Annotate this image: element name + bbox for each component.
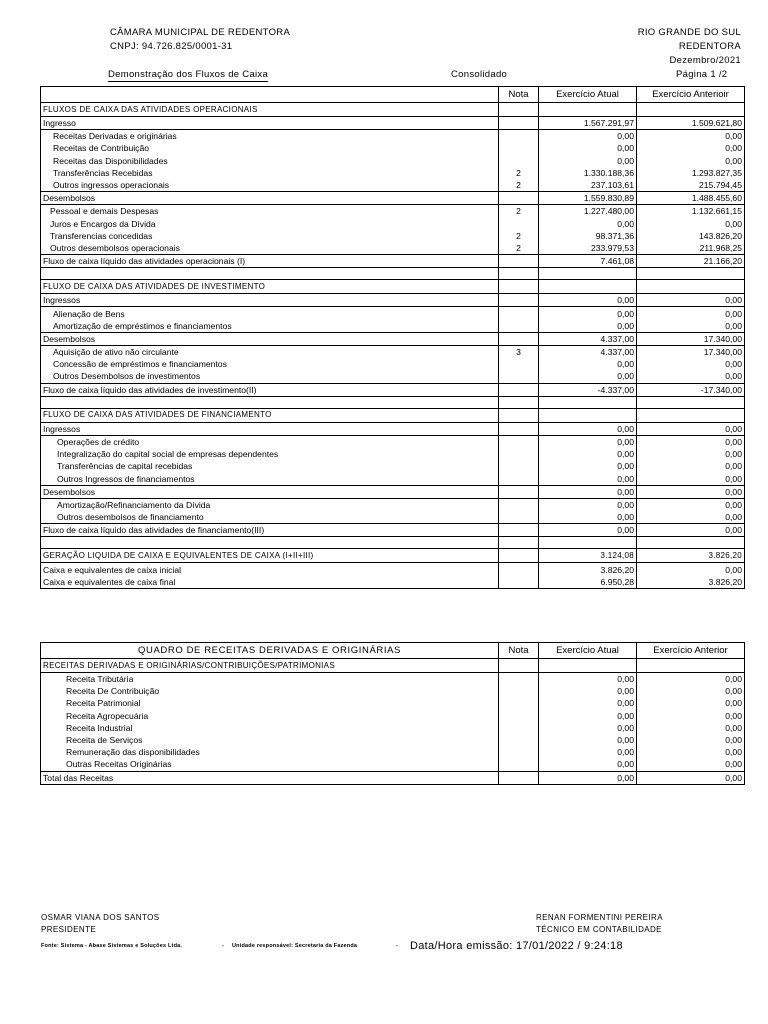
table-header (41, 643, 745, 659)
table-row (41, 230, 745, 242)
row-anterior: 0,00 (637, 746, 745, 758)
row-anterior: 0,00 (637, 710, 745, 722)
row-nota (499, 498, 539, 511)
row-label: Fluxo de caixa líquido das atividades operacionais (I) (41, 255, 499, 268)
row-label: Juros e Encargos da Dívida (41, 218, 499, 230)
row-anterior (637, 408, 745, 422)
row-label: Desembolsos (41, 485, 499, 498)
row-anterior: 17.340,00 (637, 346, 745, 359)
row-atual: 0,00 (539, 722, 637, 734)
row-atual (539, 268, 637, 280)
cnpj: CNPJ: 94.726.825/0001-31 (110, 41, 233, 52)
row-atual: 6.950,28 (539, 576, 637, 589)
row-nota (499, 332, 539, 345)
row-anterior (637, 659, 745, 673)
row-atual: 1.559.830,89 (539, 192, 637, 205)
row-nota (499, 746, 539, 758)
row-label: Receitas das Disponibilidades (41, 155, 499, 167)
row-label: Ingressos (41, 294, 499, 307)
header-atual: Exercício Atual (539, 643, 637, 659)
header-nota: Nota (499, 643, 539, 659)
spacer-row (41, 268, 745, 280)
row-atual: 1.567.291,97 (539, 117, 637, 130)
section-row (41, 280, 745, 294)
row-anterior: 0,00 (637, 485, 745, 498)
row-nota (499, 307, 539, 320)
row-anterior: 0,00 (637, 218, 745, 230)
row-anterior: 143.826,20 (637, 230, 745, 242)
row-nota (499, 549, 539, 563)
row-label (41, 537, 499, 549)
row-nota (499, 659, 539, 673)
table-row (41, 710, 745, 722)
row-label: RECEITAS DERIVADAS E ORIGINÁRIAS/CONTRIBUIÇÕES/PATRIMONIAS (41, 659, 499, 673)
row-anterior: 1.293.827,35 (637, 167, 745, 179)
row-atual: 1.330.188,36 (539, 167, 637, 179)
row-label: Integralização do capital social de empresas dependentes (41, 448, 499, 460)
row-label: Alienação de Bens (41, 307, 499, 320)
row-label: Outros Ingressos de financiamentos (41, 473, 499, 486)
row-anterior: 0,00 (637, 142, 745, 154)
spacer-row (41, 396, 745, 408)
revenue-table (40, 642, 745, 785)
row-anterior: 3.826,20 (637, 576, 745, 589)
row-atual: 0,00 (539, 218, 637, 230)
report-title: Demonstração dos Fluxos de Caixa (108, 69, 269, 80)
table-row (41, 155, 745, 167)
row-anterior: 0,00 (637, 448, 745, 460)
table-row (41, 346, 745, 359)
row-anterior: 0,00 (637, 294, 745, 307)
row-nota (499, 218, 539, 230)
row-anterior: 0,00 (637, 307, 745, 320)
row-nota (499, 130, 539, 143)
row-atual: 0,00 (539, 358, 637, 370)
row-atual: 0,00 (539, 320, 637, 333)
row-atual: 1.227.480,00 (539, 205, 637, 218)
row-anterior: 0,00 (637, 697, 745, 709)
table-row (41, 673, 745, 686)
row-atual: 0,00 (539, 498, 637, 511)
page-number: Página 1 /2 (676, 69, 728, 80)
row-atual: 3.826,20 (539, 563, 637, 576)
row-anterior: 0,00 (637, 498, 745, 511)
table-row (41, 117, 745, 130)
row-label: Receita Agropecuária (41, 710, 499, 722)
row-label: Ingresso (41, 117, 499, 130)
table-row (41, 576, 745, 589)
row-label: Receitas de Contribuição (41, 142, 499, 154)
row-nota (499, 396, 539, 408)
table-row (41, 294, 745, 307)
row-anterior: 0,00 (637, 435, 745, 448)
row-label: Transferências de capital recebidas (41, 460, 499, 472)
row-label: Outras Receitas Originárias (41, 758, 499, 771)
row-anterior: 0,00 (637, 563, 745, 576)
section-row (41, 408, 745, 422)
row-nota: 2 (499, 242, 539, 255)
section-row (41, 549, 745, 563)
row-label: GERAÇÃO LIQUIDA DE CAIXA E EQUIVALENTES DE CAIXA (I+II+III) (41, 549, 499, 563)
table-row (41, 511, 745, 524)
row-label: Receita Patrimonial (41, 697, 499, 709)
row-nota (499, 103, 539, 117)
row-atual: 0,00 (539, 685, 637, 697)
row-atual: 98.371,36 (539, 230, 637, 242)
row-label: FLUXO DE CAIXA DAS ATIVIDADES DE INVESTIMENTO (41, 280, 499, 294)
row-anterior: 0,00 (637, 460, 745, 472)
row-anterior: 1.132.661,15 (637, 205, 745, 218)
table-row (41, 722, 745, 734)
table-row (41, 205, 745, 218)
table-row (41, 370, 745, 383)
row-atual: 0,00 (539, 758, 637, 771)
row-label: Fluxo de caixa líquido das atividades de investimento(II) (41, 383, 499, 396)
row-nota (499, 422, 539, 435)
row-nota (499, 697, 539, 709)
row-label: Receitas Derivadas e originárias (41, 130, 499, 143)
row-atual: 0,00 (539, 155, 637, 167)
table-header (41, 87, 745, 103)
row-nota (499, 537, 539, 549)
cash-flow-table (40, 86, 745, 589)
row-atual (539, 537, 637, 549)
row-atual: 0,00 (539, 142, 637, 154)
header-title: QUADRO DE RECEITAS DERIVADAS E ORIGINÁRIAS (41, 643, 499, 659)
spacer-row (41, 537, 745, 549)
row-anterior: 0,00 (637, 422, 745, 435)
table-row (41, 758, 745, 771)
total-row (41, 383, 745, 396)
row-nota (499, 758, 539, 771)
table-row (41, 697, 745, 709)
table-row (41, 746, 745, 758)
row-nota: 2 (499, 230, 539, 242)
city: REDENTORA (678, 41, 741, 52)
row-anterior: -17.340,00 (637, 383, 745, 396)
row-nota (499, 771, 539, 784)
state: RIO GRANDE DO SUL (637, 27, 741, 38)
row-label: Ingressos (41, 422, 499, 435)
row-nota (499, 685, 539, 697)
row-atual (539, 280, 637, 294)
row-label: Outros Desembolsos de investimentos (41, 370, 499, 383)
row-atual: 0,00 (539, 511, 637, 524)
table-row (41, 130, 745, 143)
row-nota (499, 383, 539, 396)
row-anterior: 0,00 (637, 320, 745, 333)
row-label: Aquisição de ativo não circulante (41, 346, 499, 359)
header-nota: Nota (499, 87, 539, 103)
row-anterior (637, 103, 745, 117)
row-anterior: 0,00 (637, 722, 745, 734)
row-label: Operações de crédito (41, 435, 499, 448)
row-nota (499, 142, 539, 154)
row-label: Outros ingressos operacionais (41, 179, 499, 192)
row-anterior: 0,00 (637, 155, 745, 167)
row-anterior: 0,00 (637, 673, 745, 686)
table-row (41, 448, 745, 460)
row-label (41, 396, 499, 408)
table-row (41, 320, 745, 333)
row-nota (499, 524, 539, 537)
row-atual: 0,00 (539, 524, 637, 537)
row-label: Desembolsos (41, 332, 499, 345)
period: Dezembro/2021 (669, 55, 741, 66)
row-atual (539, 103, 637, 117)
row-atual (539, 396, 637, 408)
row-atual: -4.337,00 (539, 383, 637, 396)
signature-2-role: TÉCNICO EM CONTABILIDADE (536, 925, 662, 934)
row-anterior: 21.166,20 (637, 255, 745, 268)
row-atual: 237.103,61 (539, 179, 637, 192)
row-nota (499, 294, 539, 307)
row-anterior: 211.968,25 (637, 242, 745, 255)
row-label: Transferências Recebidas (41, 167, 499, 179)
table-row (41, 192, 745, 205)
source-note: Fonte: Sistema - Abase Sistemas e Soluções Ltda. (41, 943, 183, 949)
row-anterior: 0,00 (637, 685, 745, 697)
row-anterior: 17.340,00 (637, 332, 745, 345)
table-row (41, 358, 745, 370)
row-nota (499, 710, 539, 722)
row-label: Outros desembolsos operacionais (41, 242, 499, 255)
row-nota (499, 460, 539, 472)
row-nota (499, 255, 539, 268)
row-anterior: 0,00 (637, 370, 745, 383)
table-row (41, 460, 745, 472)
row-nota (499, 448, 539, 460)
row-atual: 0,00 (539, 422, 637, 435)
row-atual: 0,00 (539, 473, 637, 486)
header-atual: Exercício Atual (539, 87, 637, 103)
row-atual: 0,00 (539, 130, 637, 143)
row-atual: 7.461,08 (539, 255, 637, 268)
row-atual: 0,00 (539, 435, 637, 448)
row-nota: 2 (499, 167, 539, 179)
signature-1-role: PRESIDENTE (41, 925, 97, 934)
table-row (41, 498, 745, 511)
table-row (41, 179, 745, 192)
row-nota (499, 358, 539, 370)
row-anterior: 1.488.455,60 (637, 192, 745, 205)
row-atual: 0,00 (539, 746, 637, 758)
row-nota (499, 576, 539, 589)
row-atual: 4.337,00 (539, 332, 637, 345)
row-anterior (637, 537, 745, 549)
row-nota (499, 280, 539, 294)
row-atual: 0,00 (539, 734, 637, 746)
row-label: Receita Tributária (41, 673, 499, 686)
total-row (41, 255, 745, 268)
row-label: Amortização/Refinanciamento da Dívida (41, 498, 499, 511)
row-label: FLUXO DE CAIXA DAS ATIVIDADES DE FINANCIAMENTO (41, 408, 499, 422)
row-anterior (637, 268, 745, 280)
row-anterior: 215.794,45 (637, 179, 745, 192)
row-nota: 3 (499, 346, 539, 359)
row-label: Concessão de empréstimos e financiamentos (41, 358, 499, 370)
row-anterior: 0,00 (637, 734, 745, 746)
row-nota (499, 563, 539, 576)
row-nota (499, 408, 539, 422)
scope: Consolidado (451, 69, 508, 80)
table-row (41, 167, 745, 179)
table-row (41, 435, 745, 448)
row-anterior (637, 280, 745, 294)
row-atual: 0,00 (539, 710, 637, 722)
row-anterior: 0,00 (637, 130, 745, 143)
header-anterior: Exercício Anterioir (637, 87, 745, 103)
row-nota (499, 511, 539, 524)
row-label: Receita de Serviços (41, 734, 499, 746)
table-row (41, 242, 745, 255)
row-nota (499, 320, 539, 333)
total-row (41, 771, 745, 784)
header-anterior: Exercício Anterior (637, 643, 745, 659)
table-row (41, 485, 745, 498)
row-label: Receita Industrial (41, 722, 499, 734)
row-anterior: 0,00 (637, 771, 745, 784)
row-anterior: 0,00 (637, 524, 745, 537)
signature-2-name: RENAN FORMENTINI PEREIRA (536, 913, 663, 922)
signature-1-name: OSMAR VIANA DOS SANTOS (41, 913, 160, 922)
row-nota (499, 722, 539, 734)
table-row (41, 307, 745, 320)
row-anterior: 0,00 (637, 511, 745, 524)
section-row (41, 103, 745, 117)
table-row (41, 332, 745, 345)
row-atual: 233.979,53 (539, 242, 637, 255)
row-atual (539, 659, 637, 673)
row-nota (499, 155, 539, 167)
row-atual: 0,00 (539, 370, 637, 383)
row-anterior: 1.509.621,80 (637, 117, 745, 130)
row-label: Amortização de empréstimos e financiamentos (41, 320, 499, 333)
row-anterior: 0,00 (637, 358, 745, 370)
section-row (41, 659, 745, 673)
row-atual: 0,00 (539, 460, 637, 472)
row-nota (499, 268, 539, 280)
table-row (41, 734, 745, 746)
row-atual: 3.124,08 (539, 549, 637, 563)
row-atual: 0,00 (539, 294, 637, 307)
row-label: Caixa e equivalentes de caixa final (41, 576, 499, 589)
table-row (41, 685, 745, 697)
emission-datetime: Data/Hora emissão: 17/01/2022 / 9:24:18 (410, 940, 623, 952)
row-label: Fluxo de caixa líquido das atividades de financiamento(III) (41, 524, 499, 537)
row-nota (499, 473, 539, 486)
row-nota (499, 117, 539, 130)
row-label: Transferencias concedidas (41, 230, 499, 242)
row-nota: 2 (499, 179, 539, 192)
table-row (41, 473, 745, 486)
table-row (41, 142, 745, 154)
row-label: Receita De Contribuição (41, 685, 499, 697)
row-nota (499, 192, 539, 205)
header-blank (41, 87, 499, 103)
row-nota (499, 673, 539, 686)
row-label: Outros desembolsos de financiamento (41, 511, 499, 524)
row-anterior (637, 396, 745, 408)
unit-note: Unidade responsável: Secretaria da Fazenda (232, 943, 358, 949)
org-name: CÂMARA MUNICIPAL DE REDENTORA (110, 27, 291, 38)
row-atual: 4.337,00 (539, 346, 637, 359)
row-anterior: 3.826,20 (637, 549, 745, 563)
separator: - (222, 943, 225, 949)
row-atual: 0,00 (539, 673, 637, 686)
row-label: Remuneração das disponibilidades (41, 746, 499, 758)
row-nota (499, 370, 539, 383)
row-label: Pessoal e demais Despesas (41, 205, 499, 218)
row-atual (539, 408, 637, 422)
row-label: Caixa e equivalentes de caixa inicial (41, 563, 499, 576)
row-label (41, 268, 499, 280)
row-anterior: 0,00 (637, 758, 745, 771)
row-label: FLUXOS DE CAIXA DAS ATIVIDADES OPERACIONAIS (41, 103, 499, 117)
row-nota: 2 (499, 205, 539, 218)
row-label: Desembolsos (41, 192, 499, 205)
row-nota (499, 485, 539, 498)
row-label: Total das Receitas (41, 771, 499, 784)
row-nota (499, 435, 539, 448)
row-atual: 0,00 (539, 697, 637, 709)
row-atual: 0,00 (539, 307, 637, 320)
row-atual: 0,00 (539, 448, 637, 460)
table-row (41, 563, 745, 576)
table-row (41, 218, 745, 230)
table-row (41, 422, 745, 435)
row-atual: 0,00 (539, 485, 637, 498)
row-anterior: 0,00 (637, 473, 745, 486)
total-row (41, 524, 745, 537)
row-atual: 0,00 (539, 771, 637, 784)
row-nota (499, 734, 539, 746)
separator: - (396, 943, 399, 949)
